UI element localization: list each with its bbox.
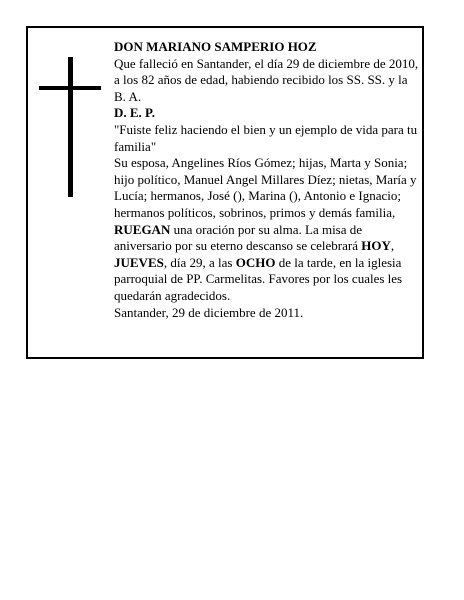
deceased-name: DON MARIANO SAMPERIO HOZ bbox=[114, 39, 317, 54]
request-text-1: una oración por su alma. La misa de aniversario por su eterno descanso se celebrará bbox=[114, 221, 363, 254]
request-sep: , bbox=[390, 238, 395, 254]
ocho-word: OCHO bbox=[235, 254, 276, 270]
hoy-word: HOY bbox=[361, 238, 391, 254]
signoff-date: Santander, 29 de diciembre de 2011. bbox=[114, 304, 304, 320]
cross-horizontal-bar bbox=[39, 86, 101, 90]
death-statement: Que falleció en Santander, el día 29 de diciembre de 2010, a los 82 años de edad, habiendo recibido los SS. SS. y la B. A. bbox=[114, 55, 419, 104]
memorial-quote: "Fuiste feliz haciendo el bien y un ejemplo de vida para tu familia" bbox=[114, 121, 418, 154]
mass-request bbox=[114, 222, 420, 305]
family-list: Su esposa, Angelines Ríos Gómez; hijas, Marta y Sonia; hijo político, Manuel Angel Millares Díez; nietas, María y Lucía; hermanos, José (), Marina (), Antonio e Ignacio; hermanos políticos, sobrinos, primos y demás familia, bbox=[114, 155, 417, 220]
obituary-notice bbox=[26, 26, 424, 359]
cross-vertical-bar bbox=[68, 57, 73, 197]
request-text-2: , día 29, a las bbox=[163, 254, 236, 270]
jueves-word: JUEVES bbox=[114, 254, 164, 270]
request-text-3: de la tarde, en la iglesia parroquial de PP. Carmelitas. Favores por los cuales les quedarán agradecidos. bbox=[114, 254, 403, 303]
rest-in-peace: D. E. P. bbox=[114, 105, 156, 121]
ruegan-word: RUEGAN bbox=[114, 221, 171, 237]
notice-text bbox=[114, 39, 420, 321]
